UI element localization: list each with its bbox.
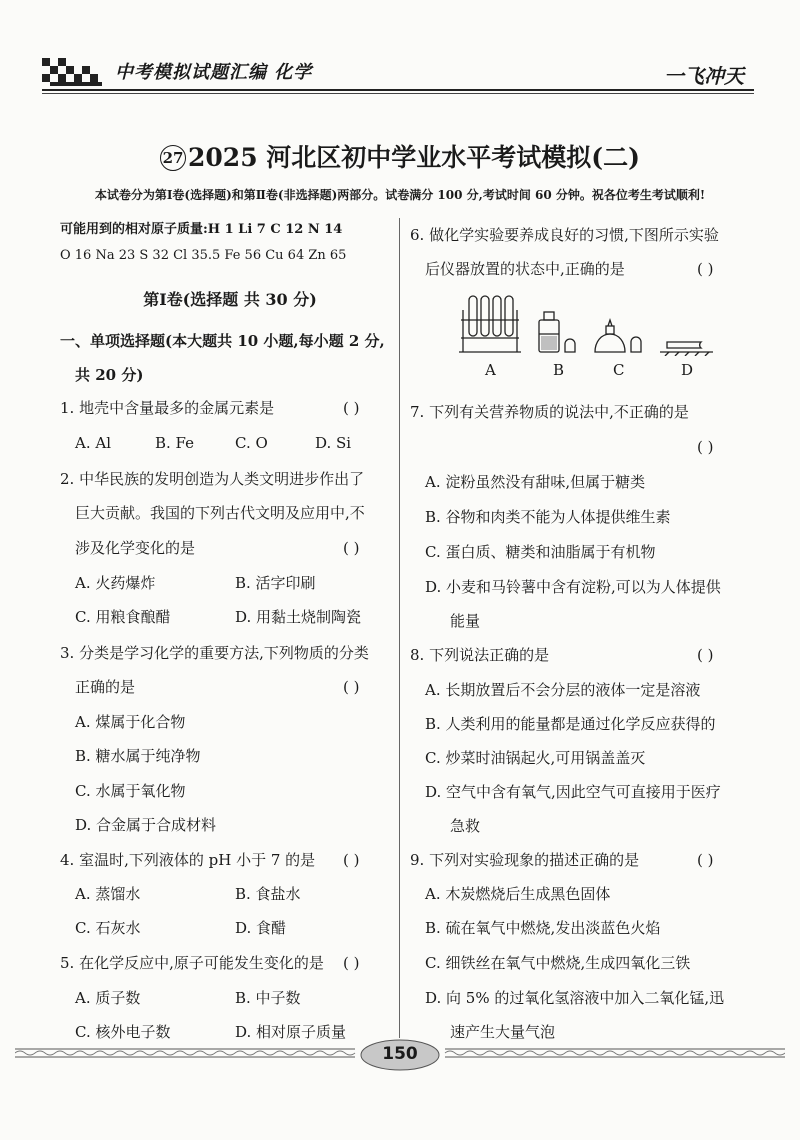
q5-option-d: D. 相对原子质量	[235, 1023, 347, 1041]
q2-stem-line-2: 巨大贡献。我国的下列古代文明及应用中,不	[75, 504, 365, 522]
q1-option-b: B. Fe	[155, 434, 195, 452]
q9-option-d-line-2: 速产生大量气泡	[450, 1023, 556, 1041]
q2-option-a: A. 火药爆炸	[75, 574, 156, 592]
q9-answer-paren[interactable]: ( )	[697, 851, 714, 869]
q3-option-d: D. 合金属于合成材料	[75, 816, 217, 834]
reagent-bottle-icon	[539, 312, 575, 352]
q7-option-b: B. 谷物和肉类不能为人体提供维生素	[425, 508, 671, 526]
part-heading-line-2: 共 20 分)	[75, 366, 144, 384]
title-text: 2025 河北区初中学业水平考试模拟(二)	[188, 143, 640, 172]
test-tube-rack-icon	[459, 296, 521, 352]
q3-answer-paren[interactable]: ( )	[343, 678, 360, 696]
exam-instructions: 本试卷分为第Ⅰ卷(选择题)和第Ⅱ卷(非选择题)两部分。试卷满分 100 分,考试时间 60 分钟。祝各位考生考试顺利!	[94, 188, 706, 202]
q7-answer-paren[interactable]: ( )	[697, 438, 714, 456]
q6-label-b: B	[553, 361, 565, 379]
brand-logo: 一飞冲天	[664, 64, 744, 88]
q5-option-b: B. 中子数	[235, 989, 301, 1007]
q2-option-b: B. 活字印刷	[235, 574, 316, 592]
header-title: 中考模拟试题汇编 化学	[115, 62, 313, 83]
q8-option-b: B. 人类利用的能量都是通过化学反应获得的	[425, 715, 716, 733]
page-title	[0, 138, 800, 174]
q9-option-c: C. 细铁丝在氧气中燃烧,生成四氧化三铁	[425, 954, 691, 972]
header-divider-thin	[42, 93, 754, 94]
q3-option-c: C. 水属于氧化物	[75, 782, 186, 800]
q2-option-d: D. 用黏土烧制陶瓷	[235, 608, 362, 626]
page-number: 150	[382, 1044, 418, 1064]
q8-option-c: C. 炒菜时油锅起火,可用锅盖盖灭	[425, 749, 646, 767]
q4-option-c: C. 石灰水	[75, 919, 141, 937]
q1-stem: 1. 地壳中含量最多的金属元素是	[60, 399, 275, 417]
q1-option-a: A. Al	[75, 434, 111, 452]
lab-equipment-figure	[455, 290, 715, 356]
q2-option-c: C. 用粮食酿醋	[75, 608, 171, 626]
q7-option-c: C. 蛋白质、糖类和油脂属于有机物	[425, 543, 656, 561]
q3-option-a: A. 煤属于化合物	[75, 713, 186, 731]
q8-stem: 8. 下列说法正确的是	[410, 646, 550, 664]
part-heading-line-1: 一、单项选择题(本大题共 10 小题,每小题 2 分,	[60, 332, 385, 350]
q9-option-d-line-1: D. 向 5% 的过氧化氢溶液中加入二氧化锰,迅	[425, 989, 725, 1007]
column-divider	[399, 218, 400, 1038]
q2-stem-line-1: 2. 中华民族的发明创造为人类文明进步作出了	[60, 470, 365, 488]
circled-number: 27	[160, 145, 186, 171]
q5-option-c: C. 核外电子数	[75, 1023, 171, 1041]
q6-label-d: D	[681, 361, 694, 379]
q5-answer-paren[interactable]: ( )	[343, 954, 360, 972]
q9-stem: 9. 下列对实验现象的描述正确的是	[410, 851, 640, 869]
section-heading: 第Ⅰ卷(选择题 共 30 分)	[143, 290, 317, 309]
q6-stem-line-2: 后仪器放置的状态中,正确的是	[425, 260, 625, 278]
q3-stem-line-1: 3. 分类是学习化学的重要方法,下列物质的分类	[60, 644, 369, 662]
q1-option-d: D. Si	[315, 434, 352, 452]
q4-option-d: D. 食醋	[235, 919, 287, 937]
q8-option-d-line-2: 急救	[450, 817, 481, 835]
q5-option-a: A. 质子数	[75, 989, 141, 1007]
q3-option-b: B. 糖水属于纯净物	[75, 747, 201, 765]
q1-answer-paren[interactable]: ( )	[343, 399, 360, 417]
q4-answer-paren[interactable]: ( )	[343, 851, 360, 869]
q6-label-a: A	[485, 361, 496, 379]
q7-option-d-line-2: 能量	[450, 612, 481, 630]
q7-option-a: A. 淀粉虽然没有甜味,但属于糖类	[425, 473, 646, 491]
atomic-mass-line-2: O 16 Na 23 S 32 Cl 35.5 Fe 56 Cu 64 Zn 65	[60, 248, 347, 263]
q8-option-d-line-1: D. 空气中含有氧气,因此空气可直接用于医疗	[425, 783, 721, 801]
q3-stem-line-2: 正确的是	[75, 678, 136, 696]
q4-stem: 4. 室温时,下列液体的 pH 小于 7 的是	[60, 851, 316, 869]
q8-answer-paren[interactable]: ( )	[697, 646, 714, 664]
q7-option-d-line-1: D. 小麦和马铃薯中含有淀粉,可以为人体提供	[425, 578, 721, 596]
q9-option-a: A. 木炭燃烧后生成黑色固体	[425, 885, 611, 903]
q4-option-a: A. 蒸馏水	[75, 885, 141, 903]
header-divider	[42, 89, 754, 91]
tilted-test-tube-icon	[660, 342, 713, 356]
checker-logo-icon	[42, 58, 102, 86]
alcohol-lamp-icon	[595, 320, 641, 352]
q2-answer-paren[interactable]: ( )	[343, 539, 360, 557]
q8-option-a: A. 长期放置后不会分层的液体一定是溶液	[425, 681, 701, 699]
q6-answer-paren[interactable]: ( )	[697, 260, 714, 278]
atomic-mass-line-1: 可能用到的相对原子质量:H 1 Li 7 C 12 N 14	[60, 222, 343, 237]
q5-stem: 5. 在化学反应中,原子可能发生变化的是	[60, 954, 324, 972]
q9-option-b: B. 硫在氧气中燃烧,发出淡蓝色火焰	[425, 919, 661, 937]
q2-stem-line-3: 涉及化学变化的是	[75, 539, 196, 557]
q1-option-c: C. O	[235, 434, 268, 452]
q6-label-c: C	[613, 361, 625, 379]
q7-stem: 7. 下列有关营养物质的说法中,不正确的是	[410, 403, 689, 421]
q4-option-b: B. 食盐水	[235, 885, 301, 903]
q6-stem-line-1: 6. 做化学实验要养成良好的习惯,下图所示实验	[410, 226, 719, 244]
